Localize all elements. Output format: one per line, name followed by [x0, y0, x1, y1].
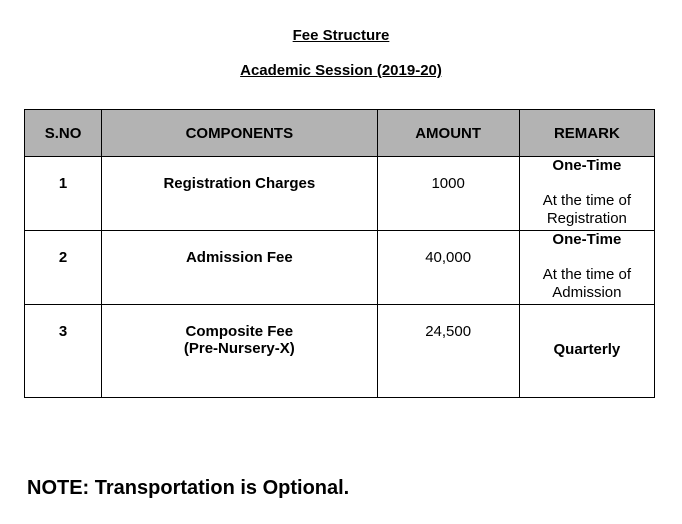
amount-cell — [377, 231, 519, 305]
remark-cell — [519, 305, 654, 398]
sno-cell — [25, 231, 102, 305]
column-header-components: COMPONENTS — [102, 110, 377, 157]
remark-cell — [519, 157, 654, 231]
remark-note-line1: At the time of — [542, 266, 632, 283]
fee-table — [24, 109, 655, 398]
column-header-sno: S.NO — [25, 110, 102, 157]
component-cell — [102, 157, 377, 231]
amount-value: 1000 — [431, 175, 465, 192]
remark-note — [520, 192, 654, 228]
remark-note — [520, 266, 654, 302]
table-row — [25, 231, 655, 305]
table-row — [25, 305, 655, 398]
component-name: Composite Fee — [185, 323, 294, 340]
sno-value: 1 — [58, 175, 68, 192]
remark-note-line2: Admission — [552, 284, 622, 301]
sno-cell — [25, 157, 102, 231]
document-title-text: Fee Structure — [292, 27, 390, 44]
table-header-row — [25, 110, 655, 157]
document-title — [0, 27, 682, 44]
document-subtitle-text: Academic Session (2019-20) — [240, 62, 442, 79]
column-header-amount: AMOUNT — [377, 110, 519, 157]
amount-cell — [377, 157, 519, 231]
sno-value: 3 — [58, 323, 68, 340]
table-row — [25, 157, 655, 231]
component-name: Registration Charges — [163, 175, 316, 192]
remark-note-line1: At the time of — [542, 192, 632, 209]
remark-type: One-Time — [552, 231, 622, 248]
component-cell — [102, 231, 377, 305]
sno-value: 2 — [58, 249, 68, 266]
amount-value: 40,000 — [425, 249, 472, 266]
transport-note: NOTE: Transportation is Optional. — [27, 477, 350, 499]
remark-type: Quarterly — [553, 341, 621, 358]
sno-cell — [25, 305, 102, 398]
document-subtitle — [0, 62, 682, 79]
component-cell — [102, 305, 377, 398]
remark-note-line2: Registration — [546, 210, 627, 227]
remark-cell — [519, 231, 654, 305]
component-detail: (Pre-Nursery-X) — [183, 340, 295, 357]
remark-type: One-Time — [552, 157, 622, 174]
amount-cell — [377, 305, 519, 398]
component-name: Admission Fee — [185, 249, 293, 266]
column-header-remark: REMARK — [519, 110, 654, 157]
amount-value: 24,500 — [425, 323, 472, 340]
